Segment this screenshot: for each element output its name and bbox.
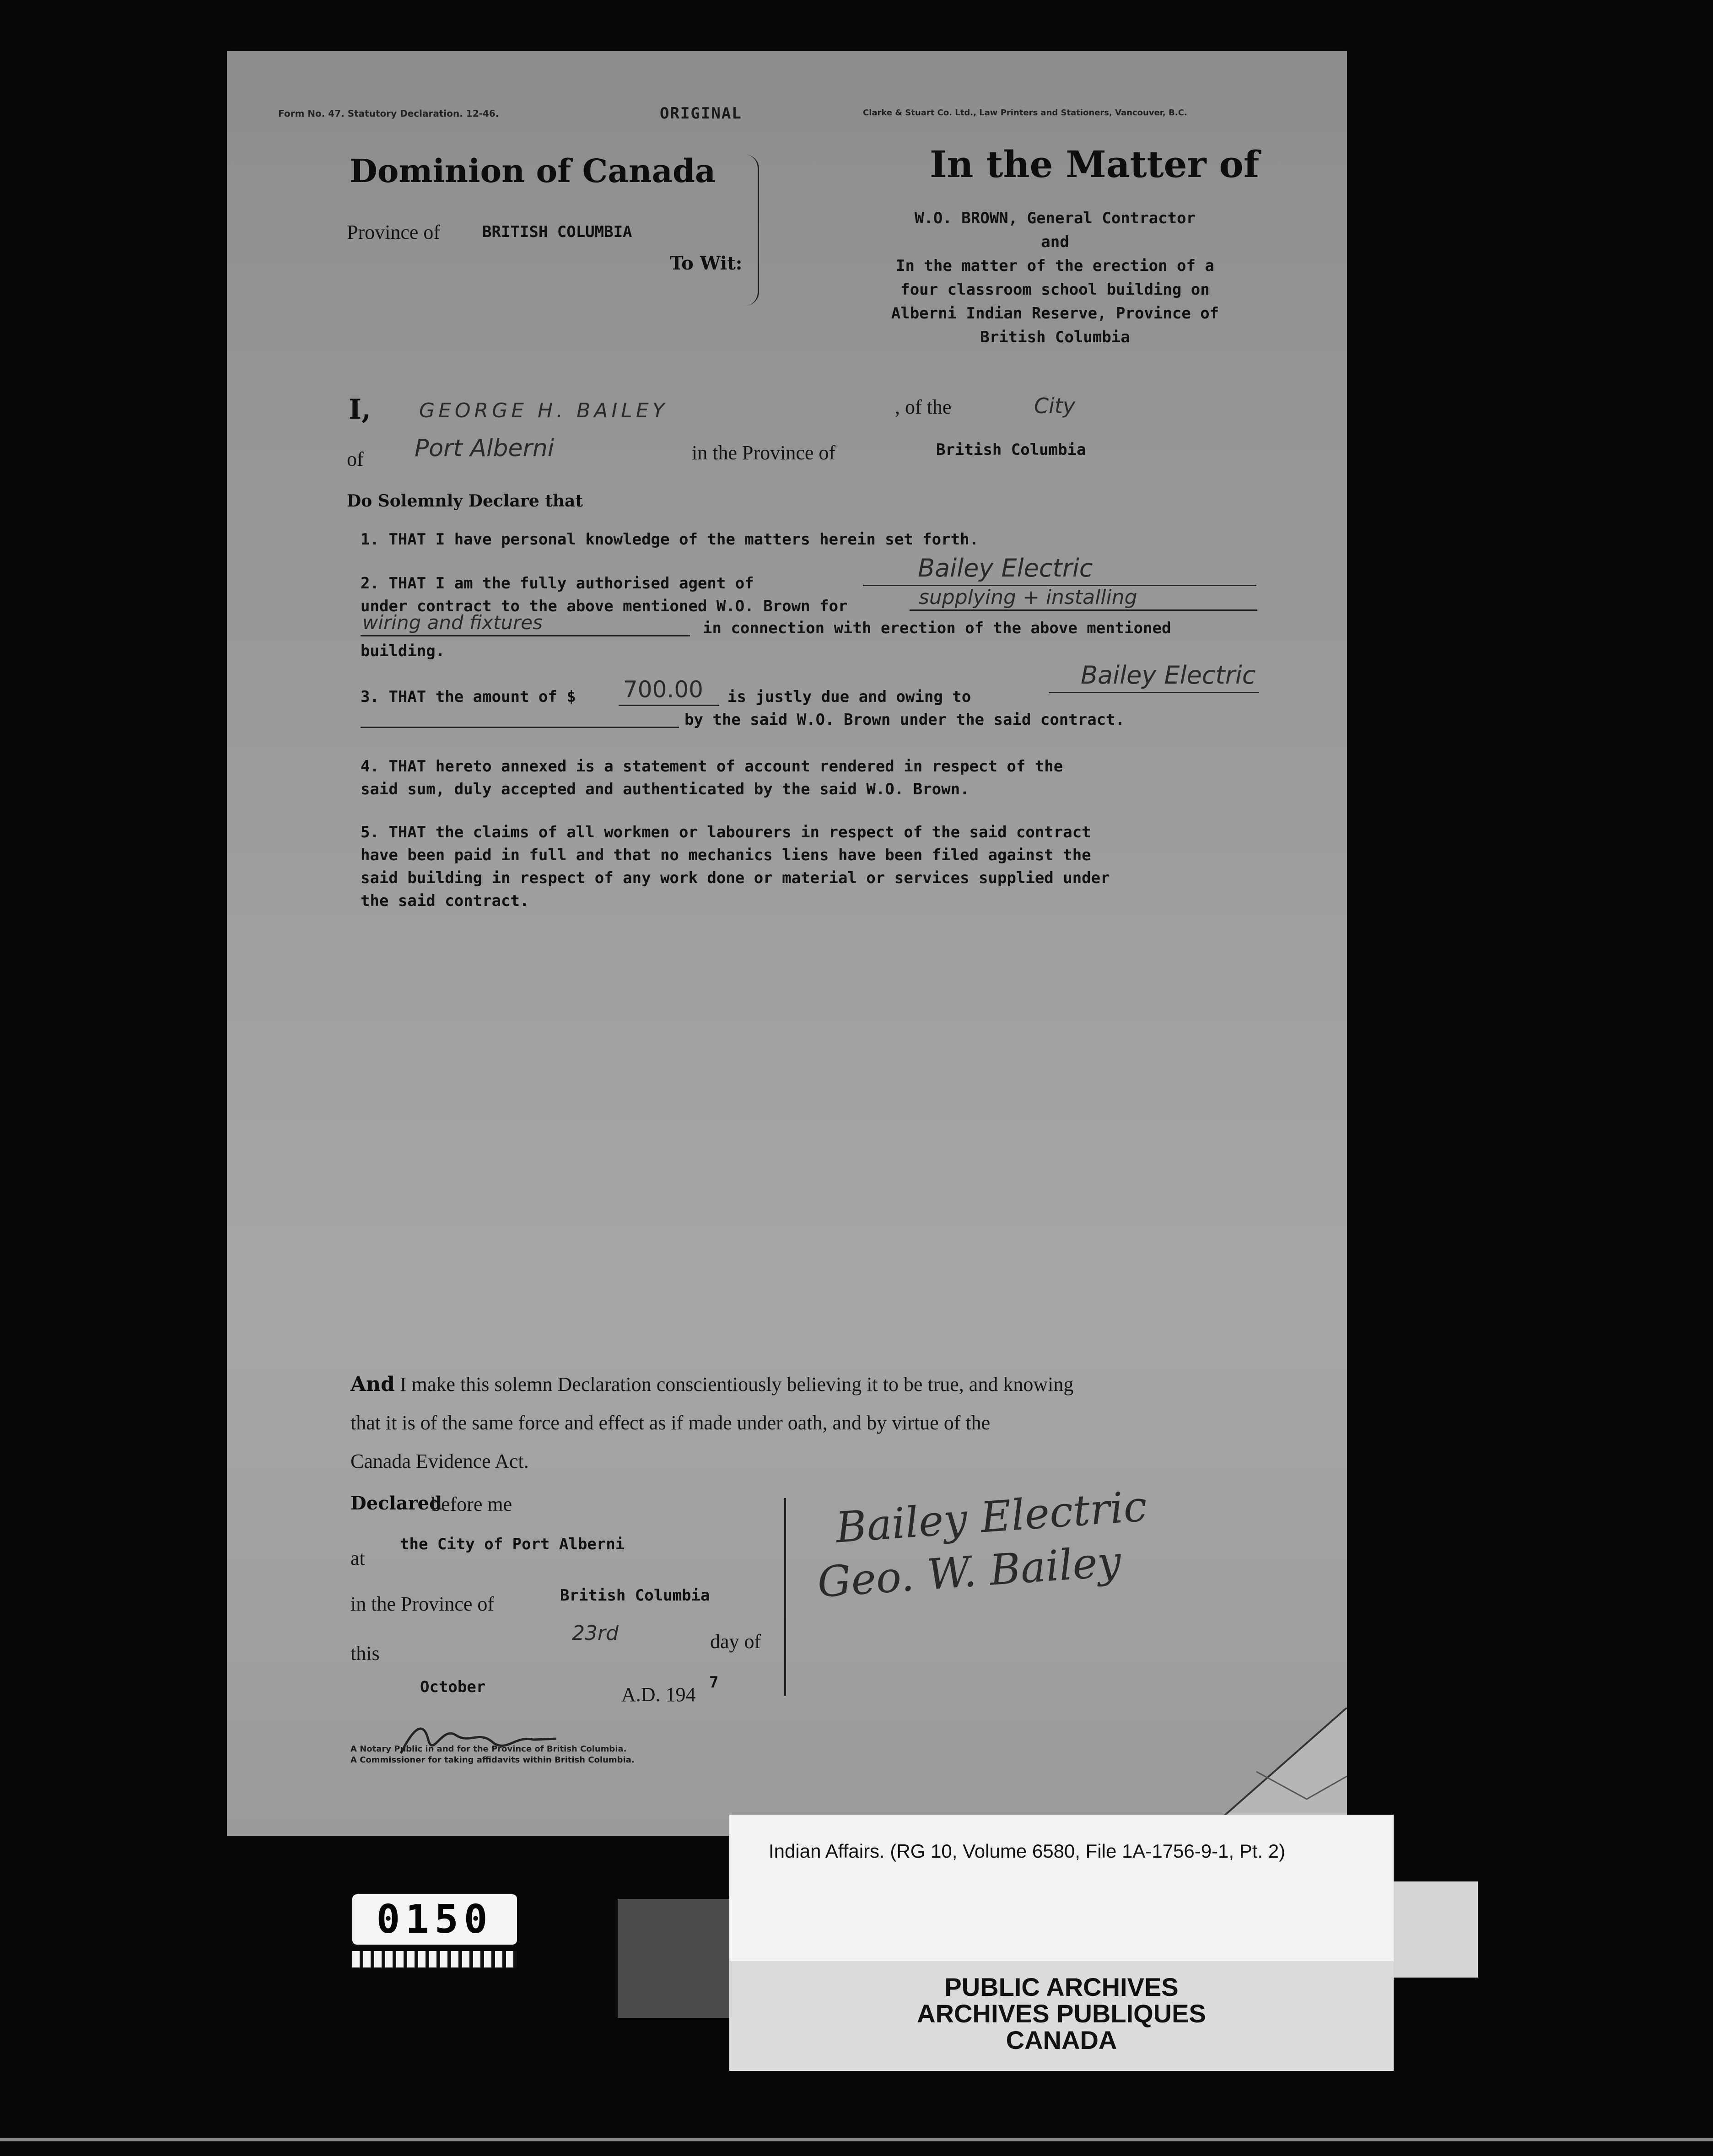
signature-company: Bailey Electric: [834, 1482, 1149, 1552]
clause-3-amount: 700.00: [623, 676, 703, 703]
clause-2-line-2: under contract to the above mentioned W.O. Brown for: [361, 597, 848, 615]
clause-1: 1. THAT I have personal knowledge of the matters herein set forth.: [361, 530, 979, 549]
signature-name: Geo. W. Bailey: [816, 1536, 1123, 1607]
province-label: Province of: [347, 221, 441, 243]
archives-stamp-line-3: CANADA: [1006, 2026, 1117, 2054]
clause-4-line-1: 4. THAT hereto annexed is a statement of account rendered in respect of the: [361, 757, 1063, 776]
card-tab-right: [1391, 1881, 1478, 1978]
form-number: Form No. 47. Statutory Declaration. 12-46.: [278, 108, 499, 119]
clause-5-line-1: 5. THAT the claims of all workmen or labourers in respect of the said contract: [361, 823, 1091, 841]
matter-line-4: four classroom school building on: [900, 280, 1210, 299]
clause-3-owing-line: [1049, 692, 1259, 693]
archives-stamp-card: [729, 1961, 1394, 2071]
signature-divider: [784, 1498, 786, 1696]
clause-2-for: supplying + installing: [919, 586, 1137, 609]
bottom-rule: [0, 2138, 1713, 2141]
archive-reference-card: [729, 1815, 1394, 1961]
clause-4-line-2: said sum, duly accepted and authenticated by the said W.O. Brown.: [361, 780, 970, 798]
clause-3-line-1b: is justly due and owing to: [727, 688, 971, 706]
clause-2-line-4: building.: [361, 642, 445, 660]
matter-title: In the Matter of: [930, 143, 1260, 186]
at-value: the City of Port Alberni: [400, 1535, 625, 1553]
of-label: of: [347, 448, 364, 470]
archives-stamp-line-1: PUBLIC ARCHIVES: [944, 1973, 1179, 2001]
archive-reference: Indian Affairs. (RG 10, Volume 6580, File 1A-1756-9-1, Pt. 2): [769, 1840, 1286, 1862]
clause-2-work-line: [361, 635, 690, 636]
ad-label: A.D. 194: [621, 1683, 696, 1706]
clause-5-line-2: have been paid in full and that no mechanics liens have been filed against the: [361, 846, 1091, 864]
clause-5-line-4: the said contract.: [361, 892, 529, 910]
clause-2-for-line: [910, 609, 1257, 611]
clause-3-owing: Bailey Electric: [1081, 661, 1256, 690]
i-label: I,: [349, 393, 371, 426]
clause-2-work: wiring and fixtures: [362, 611, 543, 634]
shadow-block-left: [618, 1899, 732, 2018]
clause-5-line-3: said building in respect of any work done or material or services supplied under: [361, 869, 1110, 887]
and-word: And: [350, 1373, 395, 1396]
before-me-label: before me: [431, 1493, 512, 1515]
matter-line-6: British Columbia: [980, 328, 1130, 346]
clause-2-agent: Bailey Electric: [918, 554, 1093, 582]
notary-line-1: A Notary Public in and for the Province of British Columbia.: [350, 1744, 627, 1754]
conclusion-line-3: Canada Evidence Act.: [350, 1450, 529, 1472]
this-label: this: [350, 1642, 380, 1665]
at-label: at: [350, 1547, 365, 1569]
declarant-of-the: City: [1034, 393, 1076, 418]
of-the-label: , of the: [895, 396, 952, 418]
province-value-2: British Columbia: [560, 1586, 710, 1605]
conclusion-paragraph: [350, 1365, 1330, 1481]
notary-line-2: A Commissioner for taking affidavits within British Columbia.: [350, 1755, 635, 1765]
solemnly-declare: Do Solemnly Declare that: [347, 491, 583, 511]
matter-line-2: and: [1041, 233, 1069, 251]
clause-3-amount-line: [619, 705, 719, 706]
printer-credit: Clarke & Stuart Co. Ltd., Law Printers and Stationers, Vancouver, B.C.: [863, 108, 1187, 118]
matter-line-3: In the matter of the erection of a: [896, 257, 1214, 275]
declarant-place: Port Alberni: [415, 435, 555, 462]
declared-word: Declared: [350, 1493, 442, 1514]
dominion-title: Dominion of Canada: [350, 152, 716, 190]
day-of-label: day of: [710, 1630, 761, 1653]
month-value: October: [420, 1678, 486, 1696]
province-value: BRITISH COLUMBIA: [482, 223, 632, 241]
archives-stamp-line-2: ARCHIVES PUBLIQUES: [917, 1999, 1206, 2028]
matter-line-1: W.O. BROWN, General Contractor: [914, 209, 1196, 227]
clause-3-line-1: 3. THAT the amount of $: [361, 688, 576, 706]
original-tag: ORIGINAL: [660, 104, 742, 123]
declarant-province: British Columbia: [936, 441, 1086, 459]
year-digit: 7: [709, 1673, 719, 1692]
to-wit-label: To Wit:: [670, 253, 743, 274]
film-strip-marks: [352, 1951, 517, 1967]
declaration-document: [227, 51, 1347, 1836]
heading-bracket: [739, 155, 759, 306]
province-label-2: in the Province of: [350, 1593, 495, 1615]
conclusion-line-2: that it is of the same force and effect as if made under oath, and by virtue of the: [350, 1412, 991, 1434]
clause-2-line-3: in connection with erection of the above mentioned: [703, 619, 1171, 637]
matter-line-5: Alberni Indian Reserve, Province of: [891, 304, 1219, 323]
clause-3-blank-line: [361, 727, 679, 728]
frame-counter: 0150: [352, 1894, 517, 1945]
day-value: 23rd: [572, 1622, 619, 1645]
archives-stamp: [729, 1974, 1394, 2054]
clause-2-line-1: 2. THAT I am the fully authorised agent of: [361, 574, 754, 593]
in-province-label: in the Province of: [692, 442, 836, 464]
conclusion-line-1: [350, 1365, 1330, 1404]
declarant-name: GEORGE H. BAILEY: [419, 399, 668, 422]
conclusion-line-1-text: I make this solemn Declaration conscientiously believing it to be true, and knowing: [399, 1373, 1074, 1396]
clause-3-line-2: by the said W.O. Brown under the said contract.: [684, 711, 1125, 729]
